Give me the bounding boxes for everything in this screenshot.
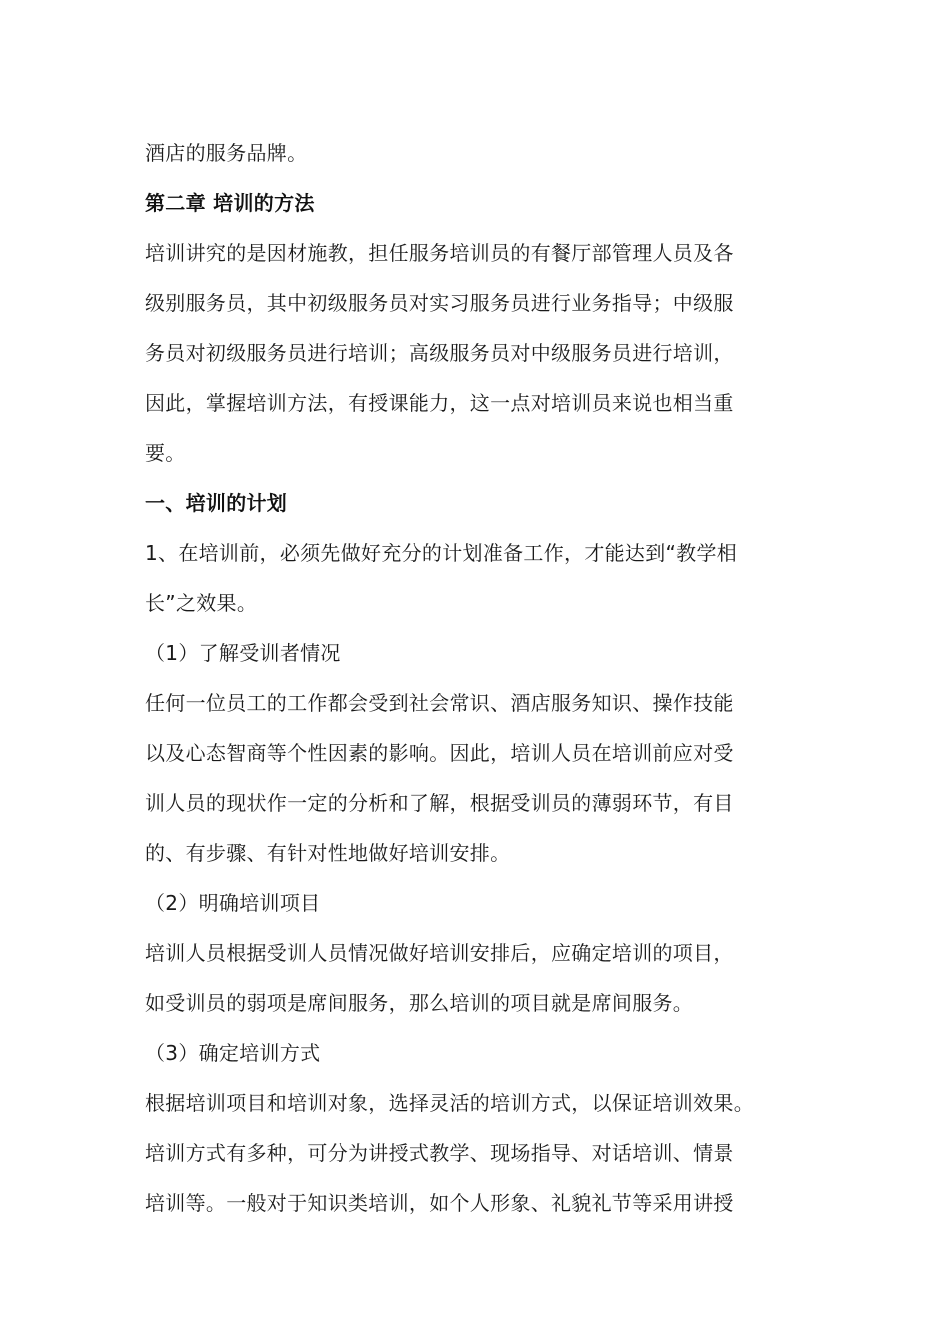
text-line: 1、在培训前，必须先做好充分的计划准备工作，才能达到“教学相 — [145, 541, 738, 565]
text-line: 因此，掌握培训方法，有授课能力，这一点对培训员来说也相当重 — [145, 391, 734, 415]
text-line: 以及心态智商等个性因素的影响。因此，培训人员在培训前应对受 — [145, 741, 734, 765]
text-line: 培训人员根据受训人员情况做好培训安排后，应确定培训的项目， — [145, 941, 734, 965]
subsection-heading: （2）明确培训项目 — [145, 891, 321, 915]
text-line: 的、有步骤、有针对性地做好培训安排。 — [145, 841, 511, 865]
subsection-heading: （1）了解受训者情况 — [145, 641, 341, 665]
text-line: 要。 — [145, 441, 186, 465]
text-line: 如受训员的弱项是席间服务，那么培训的项目就是席间服务。 — [145, 991, 694, 1015]
text-line: 根据培训项目和培训对象，选择灵活的培训方式，以保证培训效果。 — [145, 1091, 754, 1115]
text-line: 训人员的现状作一定的分析和了解，根据受训员的薄弱环节，有目 — [145, 791, 734, 815]
text-line: 酒店的服务品牌。 — [145, 141, 308, 165]
text-line: 培训讲究的是因材施教，担任服务培训员的有餐厅部管理人员及各 — [145, 241, 734, 265]
text-line: 长”之效果。 — [145, 591, 258, 615]
text-line: 级别服务员，其中初级服务员对实习服务员进行业务指导；中级服 — [145, 291, 734, 315]
chapter-heading: 第二章 培训的方法 — [145, 191, 315, 215]
text-line: 培训等。一般对于知识类培训，如个人形象、礼貌礼节等采用讲授 — [145, 1191, 734, 1215]
subsection-heading: （3）确定培训方式 — [145, 1041, 321, 1065]
text-line: 任何一位员工的工作都会受到社会常识、酒店服务知识、操作技能 — [145, 691, 734, 715]
section-heading: 一、培训的计划 — [145, 491, 288, 515]
text-line: 务员对初级服务员进行培训；高级服务员对中级服务员进行培训， — [145, 341, 734, 365]
document-body — [145, 128, 825, 1228]
text-line: 培训方式有多种，可分为讲授式教学、现场指导、对话培训、情景 — [145, 1141, 734, 1165]
